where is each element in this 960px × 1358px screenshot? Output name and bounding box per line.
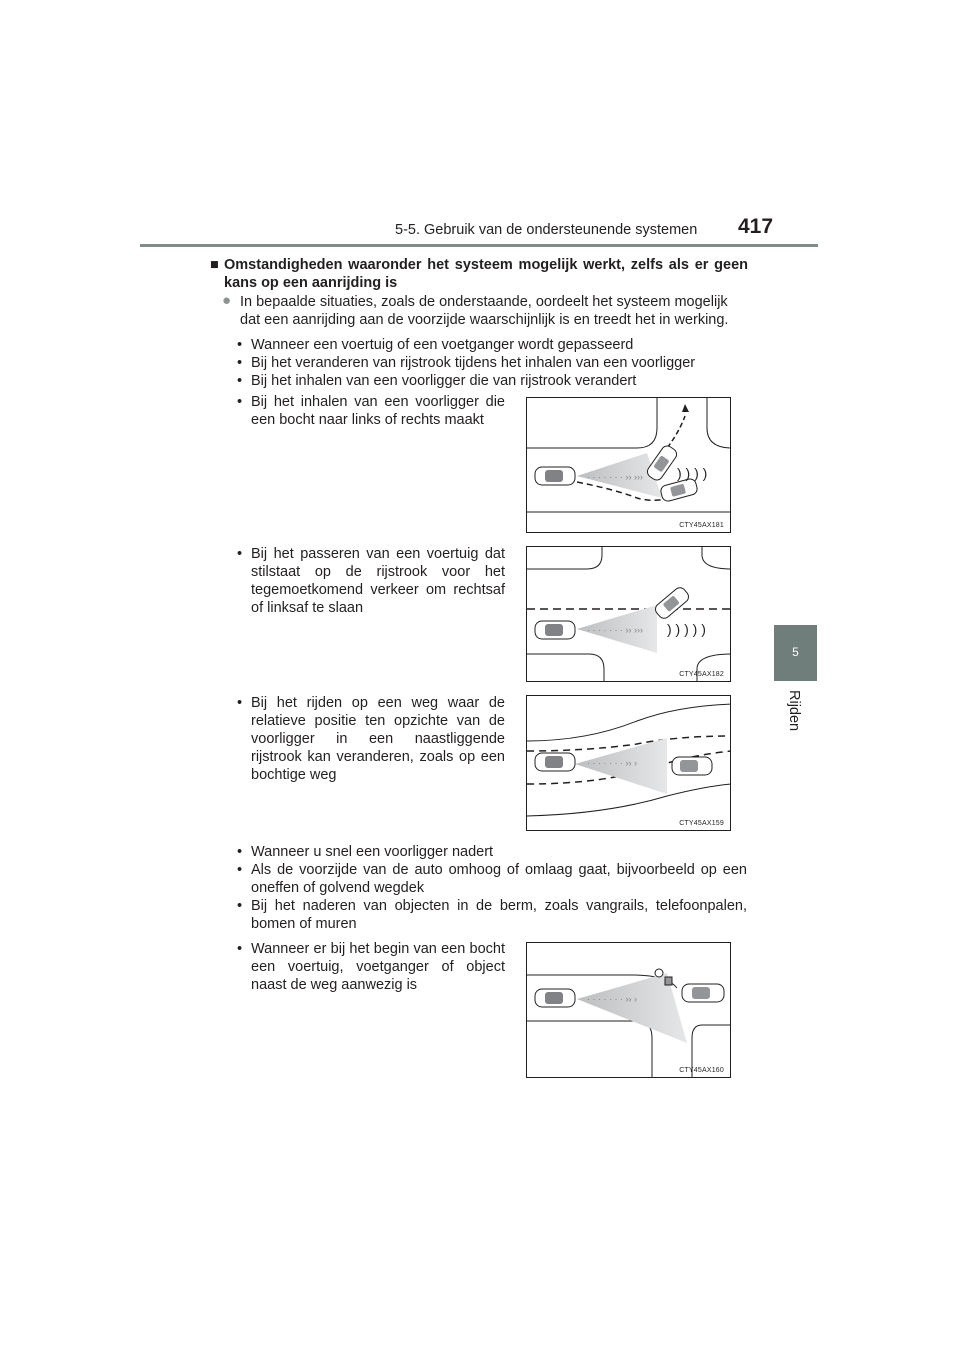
list-item: • Wanneer een voertuig of een voetganger wordt gepasseerd: [237, 336, 747, 354]
illustration-curve-roadside-object: [526, 942, 731, 1078]
list-item: • Bij het rijden op een weg waar de relatieve positie ten opzichte van de voorligger in een naastliggende rijstrook kan veranderen, zoals op een bochtige weg: [237, 694, 505, 784]
chapter-title: Rijden: [786, 690, 802, 732]
circle-marker-icon: ●: [222, 292, 232, 309]
figure-code: CTY45AX159: [679, 820, 724, 827]
section-heading: [210, 256, 748, 292]
figure-code: CTY45AX182: [679, 671, 724, 678]
illustration-curved-road: [526, 695, 731, 831]
list-item: • Bij het naderen van objecten in de berm, zoals vangrails, telefoonpalen, bomen of muren: [237, 897, 747, 933]
intro-paragraph: [222, 293, 748, 329]
square-marker-icon: ■: [210, 257, 219, 273]
bullet-list-middle: [237, 843, 747, 933]
figure-item-4: [237, 940, 505, 994]
svg-text:) ) ) ): ) ) ) ): [677, 465, 708, 481]
list-item: • Bij het inhalen van een voorligger die een bocht naar links of rechts maakt: [237, 393, 505, 429]
heading-text: Omstandigheden waaronder het systeem mogelijk werkt, zelfs als er geen kans op een aanrijding is: [224, 257, 748, 291]
header-rule: [140, 244, 818, 247]
road-illustration: [527, 943, 731, 1078]
figure-item-3: [237, 694, 505, 784]
list-item: • Wanneer u snel een voorligger nadert: [237, 843, 747, 861]
road-illustration: [527, 547, 731, 682]
chapter-number: 5: [792, 645, 799, 659]
list-item: • Bij het passeren van een voertuig dat stilstaat op de rijstrook voor het tegemoetkomend verkeer om rechtsaf of linksaf te slaan: [237, 545, 505, 617]
road-illustration: [527, 696, 731, 831]
svg-text:· · · · · · · ›› ›: · · · · · · · ›› ›: [587, 758, 637, 768]
list-item: • Wanneer er bij het begin van een bocht een voertuig, voetganger of object naast de weg aanwezig is: [237, 940, 505, 994]
illustration-overtake-turning: [526, 397, 731, 533]
list-item: • Bij het inhalen van een voorligger die van rijstrook verandert: [237, 372, 747, 390]
svg-text:· · · · · · · ›› ›››: · · · · · · · ›› ›››: [587, 625, 643, 635]
figure-code: CTY45AX160: [679, 1067, 724, 1074]
page-number: 417: [738, 215, 774, 238]
bullet-list-top: [237, 336, 747, 390]
svg-text:) ) ) ) ): ) ) ) ) ): [667, 621, 706, 637]
road-illustration: [527, 398, 731, 533]
section-title: 5-5. Gebruik van de ondersteunende systemen: [395, 222, 698, 238]
figure-item-1: [237, 393, 505, 429]
figure-code: CTY45AX181: [679, 522, 724, 529]
svg-text:· · · · · · · ›› ›: · · · · · · · ›› ›: [587, 994, 637, 1004]
svg-text:· · · · · · · ›› ›››: · · · · · · · ›› ›››: [587, 472, 643, 482]
list-item: • Als de voorzijde van de auto omhoog of omlaag gaat, bijvoorbeeld op een oneffen of golvend wegdek: [237, 861, 747, 897]
illustration-stopped-vehicle: [526, 546, 731, 682]
chapter-tab: [774, 625, 817, 681]
figure-item-2: [237, 545, 505, 617]
list-item: • Bij het veranderen van rijstrook tijdens het inhalen van een voorligger: [237, 354, 747, 372]
intro-text: In bepaalde situaties, zoals de onderstaande, oordeelt het systeem mogelijk dat een aanrijding aan de voorzijde waarschijnlijk is en treedt het in werking.: [240, 294, 729, 328]
